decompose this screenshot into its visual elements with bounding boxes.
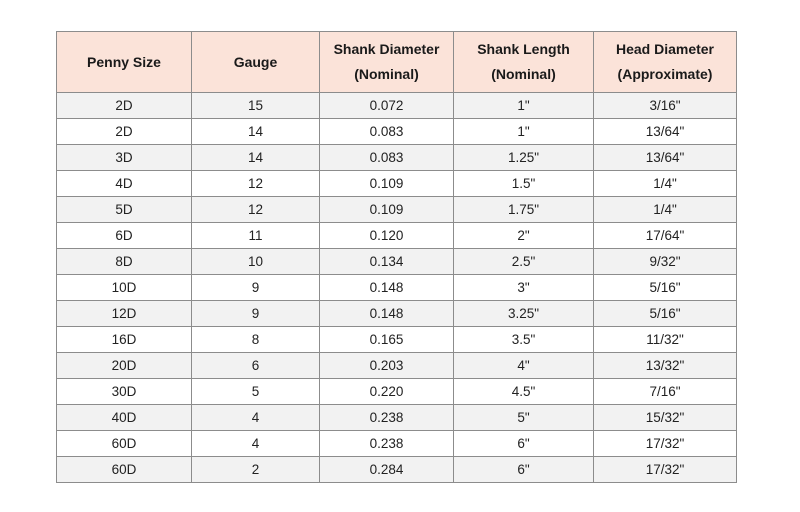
shank-length-cell: 2.5" <box>454 249 594 275</box>
penny-size-cell: 5D <box>57 197 192 223</box>
shank-diameter-cell: 0.238 <box>320 405 454 431</box>
table-row <box>57 301 737 327</box>
gauge-cell: 5 <box>192 379 320 405</box>
header-shank-diameter-line1: Shank Diameter <box>333 41 440 57</box>
gauge-cell: 15 <box>192 93 320 119</box>
shank-diameter-cell: 0.148 <box>320 301 454 327</box>
head-diameter-cell: 1/4" <box>594 171 737 197</box>
gauge-cell: 4 <box>192 405 320 431</box>
shank-diameter-cell: 0.220 <box>320 379 454 405</box>
penny-size-cell: 16D <box>57 327 192 353</box>
nail-size-table <box>56 31 737 483</box>
header-row <box>57 32 737 93</box>
head-diameter-cell: 3/16" <box>594 93 737 119</box>
table-row <box>57 171 737 197</box>
table-row <box>57 197 737 223</box>
penny-size-cell: 40D <box>57 405 192 431</box>
table-row <box>57 93 737 119</box>
head-diameter-cell: 13/64" <box>594 119 737 145</box>
shank-diameter-cell: 0.203 <box>320 353 454 379</box>
shank-length-cell: 4" <box>454 353 594 379</box>
header-shank-diameter-line2: (Nominal) <box>354 66 419 82</box>
shank-length-cell: 2" <box>454 223 594 249</box>
shank-length-cell: 6" <box>454 457 594 483</box>
shank-diameter-cell: 0.109 <box>320 197 454 223</box>
penny-size-cell: 4D <box>57 171 192 197</box>
nail-size-table-container <box>56 31 737 483</box>
table-row <box>57 405 737 431</box>
penny-size-cell: 60D <box>57 431 192 457</box>
gauge-cell: 4 <box>192 431 320 457</box>
header-gauge-text: Gauge <box>233 53 278 70</box>
gauge-cell: 12 <box>192 197 320 223</box>
gauge-cell: 14 <box>192 145 320 171</box>
head-diameter-cell: 17/32" <box>594 457 737 483</box>
gauge-cell: 2 <box>192 457 320 483</box>
head-diameter-cell: 11/32" <box>594 327 737 353</box>
head-diameter-cell: 13/32" <box>594 353 737 379</box>
head-diameter-cell: 17/64" <box>594 223 737 249</box>
head-diameter-cell: 1/4" <box>594 197 737 223</box>
shank-length-cell: 1" <box>454 93 594 119</box>
gauge-cell: 9 <box>192 301 320 327</box>
gauge-cell: 14 <box>192 119 320 145</box>
penny-size-cell: 8D <box>57 249 192 275</box>
header-penny-size-text: Penny Size <box>87 53 161 70</box>
header-shank-length-line2: (Nominal) <box>491 66 556 82</box>
head-diameter-cell: 5/16" <box>594 275 737 301</box>
shank-length-cell: 5" <box>454 405 594 431</box>
table-body <box>57 93 737 483</box>
penny-size-cell: 20D <box>57 353 192 379</box>
shank-length-cell: 4.5" <box>454 379 594 405</box>
penny-size-cell: 2D <box>57 93 192 119</box>
table-row <box>57 327 737 353</box>
head-diameter-cell: 7/16" <box>594 379 737 405</box>
table-row <box>57 249 737 275</box>
header-head-diameter-line2: (Approximate) <box>617 66 713 82</box>
penny-size-cell: 12D <box>57 301 192 327</box>
table-row <box>57 223 737 249</box>
table-row <box>57 379 737 405</box>
head-diameter-cell: 13/64" <box>594 145 737 171</box>
header-head-diameter-line1: Head Diameter <box>615 41 715 57</box>
gauge-cell: 11 <box>192 223 320 249</box>
header-shank-diameter <box>320 32 454 93</box>
penny-size-cell: 60D <box>57 457 192 483</box>
head-diameter-cell: 17/32" <box>594 431 737 457</box>
table-row <box>57 145 737 171</box>
penny-size-cell: 30D <box>57 379 192 405</box>
penny-size-cell: 10D <box>57 275 192 301</box>
shank-diameter-cell: 0.109 <box>320 171 454 197</box>
table-row <box>57 457 737 483</box>
shank-diameter-cell: 0.072 <box>320 93 454 119</box>
shank-diameter-cell: 0.284 <box>320 457 454 483</box>
shank-length-cell: 1.75" <box>454 197 594 223</box>
head-diameter-cell: 15/32" <box>594 405 737 431</box>
header-penny-size <box>57 32 192 93</box>
shank-length-cell: 3.25" <box>454 301 594 327</box>
header-shank-length <box>454 32 594 93</box>
header-head-diameter <box>594 32 737 93</box>
penny-size-cell: 6D <box>57 223 192 249</box>
shank-length-cell: 3" <box>454 275 594 301</box>
head-diameter-cell: 9/32" <box>594 249 737 275</box>
table-row <box>57 119 737 145</box>
shank-diameter-cell: 0.165 <box>320 327 454 353</box>
header-gauge <box>192 32 320 93</box>
penny-size-cell: 2D <box>57 119 192 145</box>
shank-length-cell: 1.25" <box>454 145 594 171</box>
table-row <box>57 431 737 457</box>
shank-diameter-cell: 0.083 <box>320 145 454 171</box>
table-header <box>57 32 737 93</box>
shank-length-cell: 6" <box>454 431 594 457</box>
head-diameter-cell: 5/16" <box>594 301 737 327</box>
table-row <box>57 275 737 301</box>
penny-size-cell: 3D <box>57 145 192 171</box>
shank-length-cell: 1.5" <box>454 171 594 197</box>
shank-diameter-cell: 0.134 <box>320 249 454 275</box>
gauge-cell: 12 <box>192 171 320 197</box>
shank-diameter-cell: 0.120 <box>320 223 454 249</box>
gauge-cell: 6 <box>192 353 320 379</box>
shank-diameter-cell: 0.238 <box>320 431 454 457</box>
shank-length-cell: 1" <box>454 119 594 145</box>
table-row <box>57 353 737 379</box>
gauge-cell: 8 <box>192 327 320 353</box>
shank-diameter-cell: 0.083 <box>320 119 454 145</box>
gauge-cell: 10 <box>192 249 320 275</box>
shank-diameter-cell: 0.148 <box>320 275 454 301</box>
shank-length-cell: 3.5" <box>454 327 594 353</box>
header-shank-length-line1: Shank Length <box>477 41 570 57</box>
gauge-cell: 9 <box>192 275 320 301</box>
